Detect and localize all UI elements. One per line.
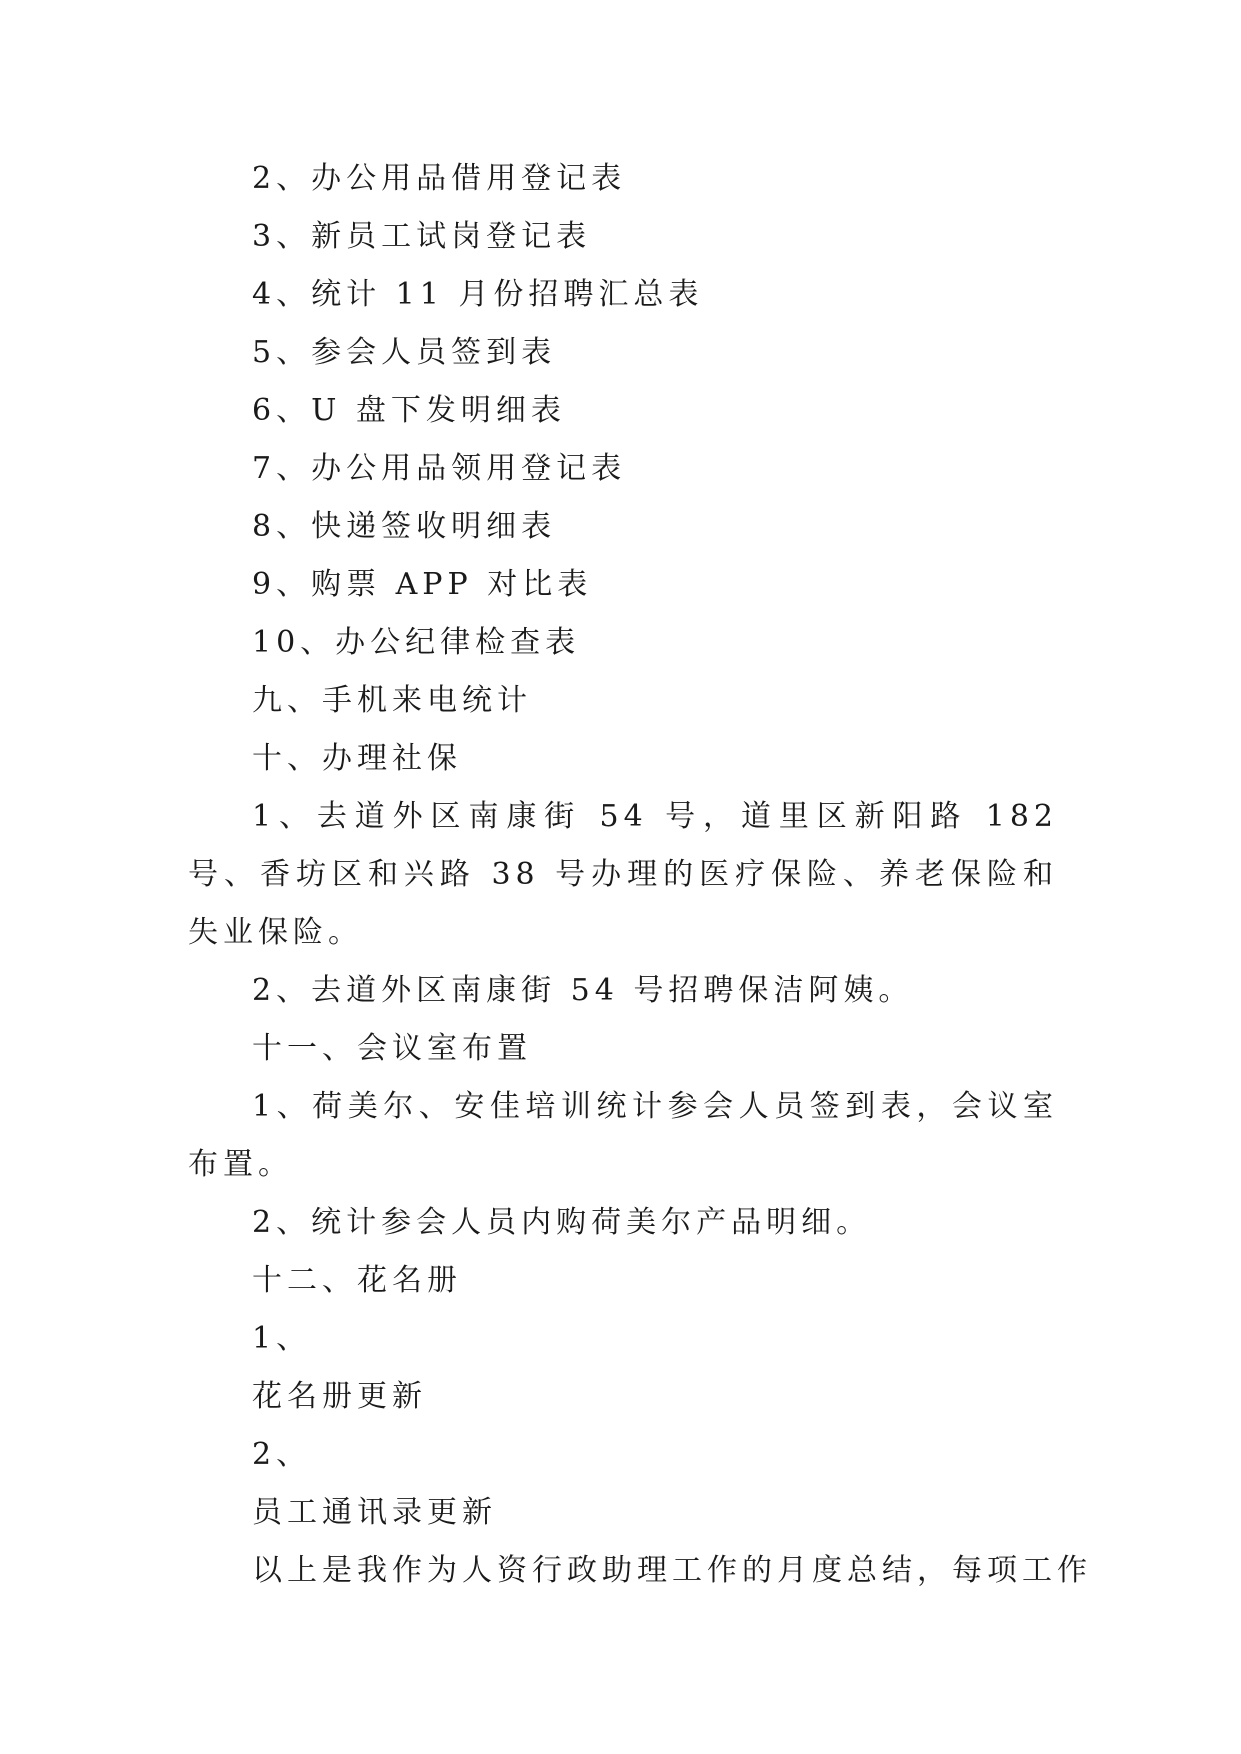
list-item: 6、U 盘下发明细表 (252, 393, 566, 428)
list-item: 4、统计 11 月份招聘汇总表 (252, 277, 704, 312)
section-heading: 九、手机来电统计 (252, 683, 532, 718)
section-heading: 十、办理社保 (252, 741, 462, 776)
paragraph: 1、荷美尔、安佳培训统计参会人员签到表，会议室布置。 (188, 1089, 1058, 1182)
list-item: 花名册更新 (252, 1379, 427, 1414)
list-item: 10、办公纪律检查表 (252, 625, 581, 660)
paragraph: 2、统计参会人员内购荷美尔产品明细。 (252, 1205, 872, 1240)
paragraph: 2、去道外区南康街 54 号招聘保洁阿姨。 (252, 973, 914, 1008)
document-body (188, 150, 1092, 1600)
list-item: 7、办公用品领用登记表 (252, 451, 627, 486)
paragraph: 以上是我作为人资行政助理工作的月度总结，每项工作 (252, 1553, 1092, 1588)
list-item: 员工通讯录更新 (252, 1495, 497, 1530)
section-heading: 十二、花名册 (252, 1263, 462, 1298)
paragraph: 1、去道外区南康街 54 号，道里区新阳路 182 号、香坊区和兴路 38 号办理的医疗保险、养老保险和失业保险。 (188, 799, 1058, 950)
list-item: 2、办公用品借用登记表 (252, 161, 627, 196)
list-item: 3、新员工试岗登记表 (252, 219, 592, 254)
list-item: 8、快递签收明细表 (252, 509, 557, 544)
list-item: 5、参会人员签到表 (252, 335, 557, 370)
list-number: 1、 (252, 1321, 312, 1356)
section-heading: 十一、会议室布置 (252, 1031, 532, 1066)
list-number: 2、 (252, 1437, 312, 1472)
list-item: 9、购票 APP 对比表 (252, 567, 593, 602)
